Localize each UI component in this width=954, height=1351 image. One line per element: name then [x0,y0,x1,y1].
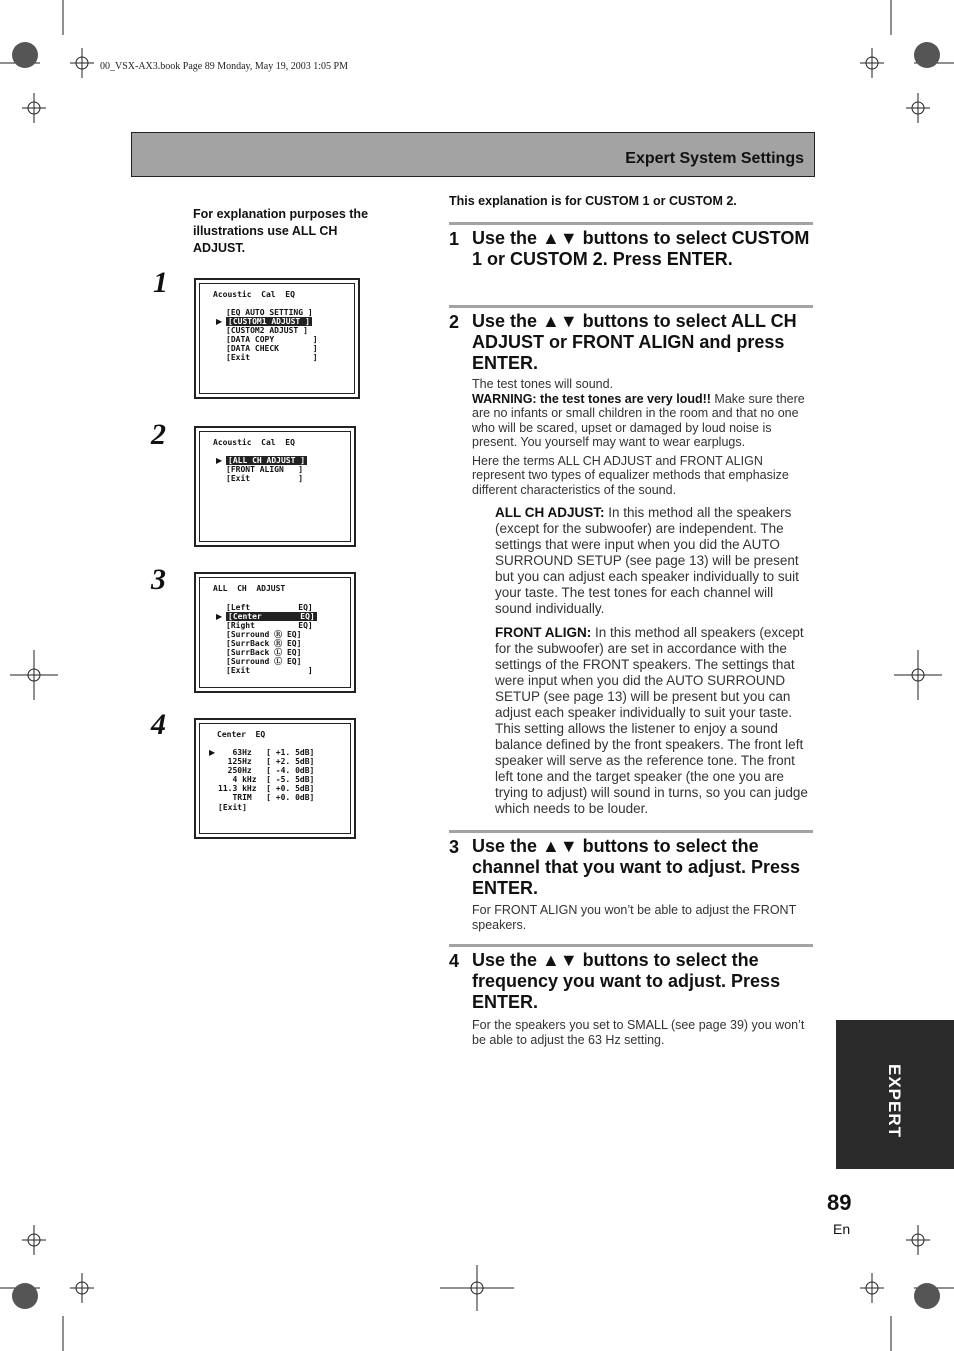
illustration-step-1: 1 [153,266,168,299]
warning-text: WARNING: the test tones are very loud!! Make sure there are no infants or small children in the room and that no one who will be scared, upset or damaged by loud noise is present. You yourself may want to wear earplugs. [472,391,805,449]
screen-line: [Exit ] [226,353,318,362]
step-heading: Use the ▲▼ buttons to select CUSTOM 1 or CUSTOM 2. Press ENTER. [472,228,810,269]
screen-title: Center EQ [217,730,266,739]
osd-screen-4 [194,718,356,839]
osd-screen-1 [194,278,360,399]
screen-line: [CUSTOM2 ADJUST ] [226,326,308,335]
screen-line: [SurrBack Ⓛ EQ] [226,648,302,657]
screen-line: 4 kHz [ -5. 5dB] [218,775,315,784]
page-language: En [833,1221,851,1237]
step2-body [472,377,812,497]
screen-line: [DATA CHECK ] [226,344,318,353]
screen-line: 250Hz [ -4. 0dB] [218,766,315,775]
screen-line: [Exit] [218,803,247,812]
screen-line: 125Hz [ +2. 5dB] [218,757,315,766]
section-title: Expert System Settings [625,150,804,167]
illustration-step-4: 4 [151,708,166,741]
test-tones-text: The test tones will sound. [472,377,614,391]
step-number: 3 [449,837,460,857]
screen-line-selected: [Center EQ] [228,612,315,621]
step-number: 4 [449,951,460,971]
page-number: 89 [827,1190,852,1215]
side-tab-label: EXPERT [885,1064,904,1139]
cursor-arrow-icon: ▶ [209,748,216,757]
screen-line: [EQ AUTO SETTING ] [226,308,313,317]
screen-line: 11.3 kHz [ +0. 5dB] [218,784,315,793]
illustration-step-2: 2 [151,418,166,451]
screen-title: Acoustic Cal EQ [213,290,295,299]
step4-note: For the speakers you set to SMALL (see page 39) you won’t be able to adjust the 63 Hz setting. [472,1018,805,1047]
cursor-arrow-icon: ▶ [216,317,223,326]
screen-line-selected: [CUSTOM1 ADJUST ] [228,317,310,326]
osd-screen-3 [194,572,356,693]
screen-line: [Surround Ⓡ EQ] [226,630,302,639]
warning-label: WARNING: the test tones are very loud!! [472,391,711,406]
step-heading: Use the ▲▼ buttons to select the frequency you want to adjust. Press ENTER. [472,950,781,1012]
section-header-bar [131,132,815,177]
cursor-arrow-icon: ▶ [216,456,223,465]
screen-line: [Left EQ] [226,603,313,612]
step-4 [449,944,813,1013]
cursor-arrow-icon: ▶ [216,612,223,621]
screen-line: [Exit ] [226,474,304,483]
illustration-step-3: 3 [151,563,166,596]
screen-line: 63Hz [ +1. 5dB] [218,748,315,757]
front-align-paragraph: FRONT ALIGN: In this method all speakers (except for the subwoofer) are set in accordance with the settings of the FRONT speakers. The settings that were input when you did the AUTO SURROUND SETUP (see page 13) will be present but you can adjust each speaker individually to suit your taste. This setting allows the listener to enjoy a sound balance defined by the front speakers. The front left speaker will serve as the reference tone. The front left tone and the target speaker (the one you are trying to adjust) will sound in turns, so you can judge which needs to be louder. [495,625,808,816]
screen-line: [Exit ] [226,666,313,675]
step-heading: Use the ▲▼ buttons to select the channel that you want to adjust. Press ENTER. [472,836,801,898]
screen-title: ALL CH ADJUST [213,584,286,593]
step-heading: Use the ▲▼ buttons to select ALL CH ADJUST or FRONT ALIGN and press ENTER. [472,311,797,373]
step-2 [449,305,813,374]
all-ch-adjust-paragraph: ALL CH ADJUST: In this method all the speakers (except for the subwoofer) are independent. The settings that were input when you did the AUTO SURROUND SETUP (see page 13) will be present but you can adjust each speaker individually to suit your taste. The test tones for each channel will sound individually. [495,505,799,616]
screen-line: [FRONT ALIGN ] [226,465,304,474]
expert-side-tab [836,1020,954,1169]
screen-line: [SurrBack Ⓡ EQ] [226,639,302,648]
screen-line: [DATA COPY ] [226,335,318,344]
terms-text: Here the terms ALL CH ADJUST and FRONT ALIGN represent two types of equalizer methods that emphasize different characteristics of the sound. [472,453,789,497]
step-number: 2 [449,312,460,332]
screen-line: [Surround Ⓛ EQ] [226,657,302,666]
screen-line-selected: [ALL CH ADJUST ] [228,456,306,465]
all-ch-label: ALL CH ADJUST: [495,505,605,520]
screen-line: TRIM [ +0. 0dB] [218,793,315,802]
osd-screen-2 [194,426,356,547]
step-number: 1 [449,229,460,249]
screen-title: Acoustic Cal EQ [213,438,295,447]
step-1 [449,222,813,270]
screen-line: [Right EQ] [226,621,313,630]
print-header-line: 00_VSX-AX3.book Page 89 Monday, May 19, 2003 1:05 PM [100,61,348,72]
intro-note: For explanation purposes the illustrations use ALL CH ADJUST. [193,207,369,255]
step3-note: For FRONT ALIGN you won’t be able to adjust the FRONT speakers. [472,903,796,932]
custom-note: This explanation is for CUSTOM 1 or CUSTOM 2. [449,194,737,208]
front-align-label: FRONT ALIGN: [495,625,592,640]
step-3 [449,830,813,899]
